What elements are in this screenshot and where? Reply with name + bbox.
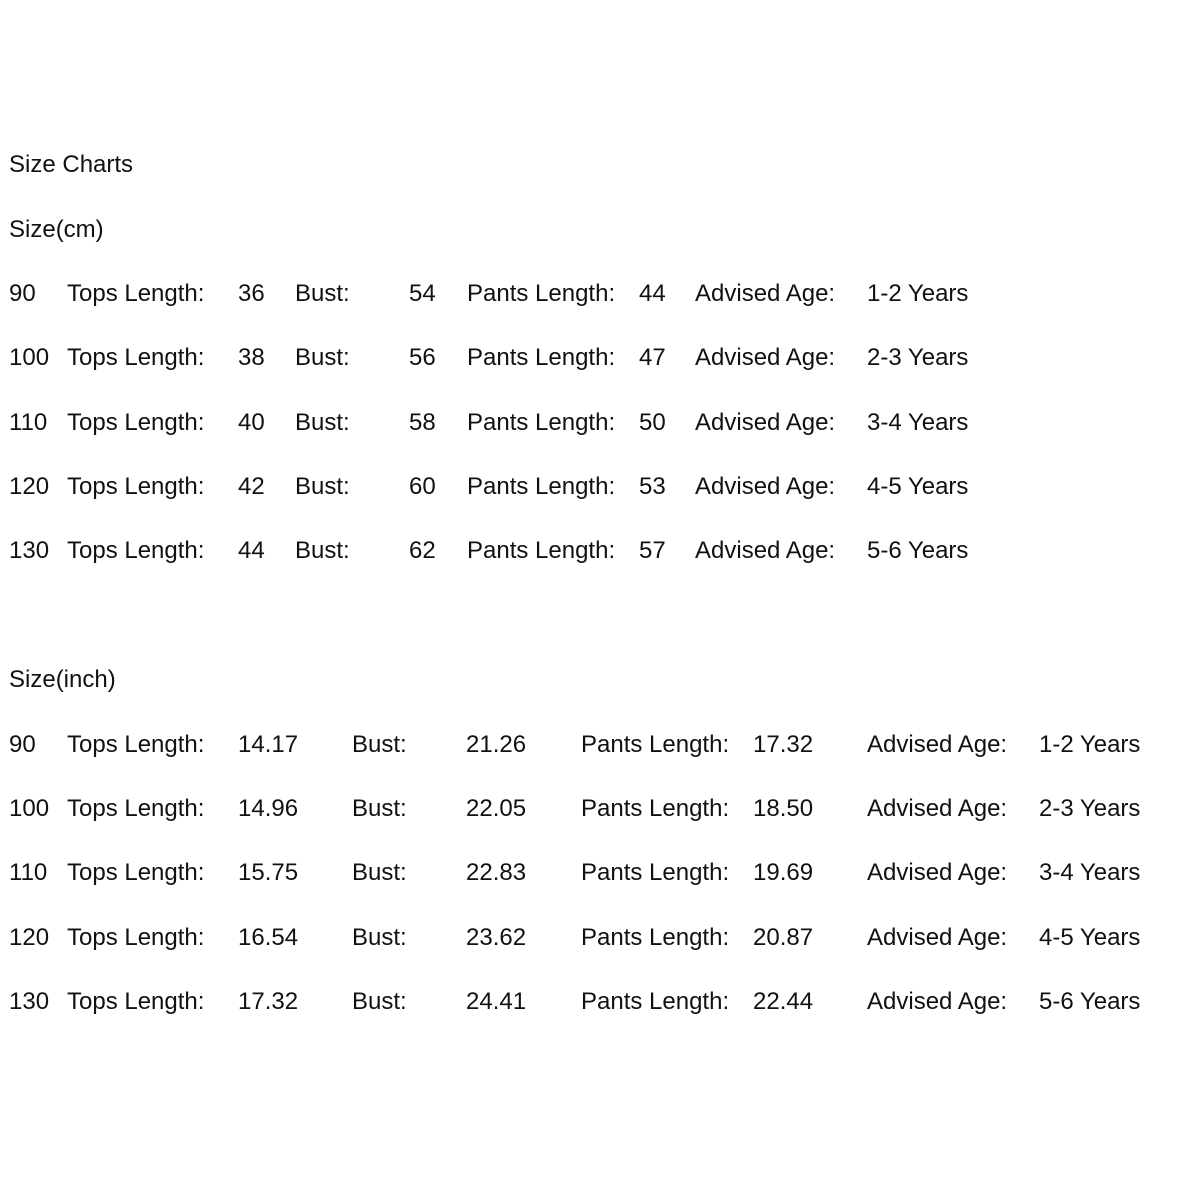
bust-label: Bust: [295, 280, 350, 307]
bust-value: 58 [409, 409, 436, 436]
size-value: 90 [9, 731, 36, 758]
table-row [0, 988, 1200, 1016]
advised-age-value: 2-3 Years [1039, 795, 1141, 822]
pants-length-value: 17.32 [753, 731, 814, 758]
advised-age-value: 4-5 Years [867, 473, 969, 500]
size-value: 120 [9, 924, 50, 951]
tops-length-value: 14.96 [238, 795, 299, 822]
table-row [0, 795, 1200, 823]
tops-length-value: 42 [238, 473, 265, 500]
bust-label: Bust: [295, 537, 350, 564]
bust-label: Bust: [295, 409, 350, 436]
bust-value: 24.41 [466, 988, 527, 1015]
pants-length-value: 19.69 [753, 859, 814, 886]
size-value: 110 [9, 409, 48, 436]
pants-length-label: Pants Length: [581, 795, 730, 822]
tops-length-label: Tops Length: [67, 988, 205, 1015]
tops-length-value: 44 [238, 537, 265, 564]
pants-length-value: 22.44 [753, 988, 814, 1015]
advised-age-value: 5-6 Years [867, 537, 969, 564]
pants-length-label: Pants Length: [581, 859, 730, 886]
tops-length-value: 40 [238, 409, 265, 436]
tops-length-value: 38 [238, 344, 265, 371]
pants-length-value: 57 [639, 537, 666, 564]
size-value: 100 [9, 344, 50, 371]
cm-table-heading: Size(cm) [9, 216, 104, 243]
advised-age-value: 5-6 Years [1039, 988, 1141, 1015]
bust-label: Bust: [295, 473, 350, 500]
tops-length-label: Tops Length: [67, 473, 205, 500]
advised-age-label: Advised Age: [695, 280, 836, 307]
pants-length-value: 50 [639, 409, 666, 436]
table-row [0, 859, 1200, 887]
bust-label: Bust: [352, 988, 407, 1015]
tops-length-label: Tops Length: [67, 537, 205, 564]
advised-age-label: Advised Age: [695, 344, 836, 371]
bust-label: Bust: [352, 731, 407, 758]
advised-age-label: Advised Age: [867, 859, 1008, 886]
advised-age-label: Advised Age: [695, 473, 836, 500]
tops-length-value: 17.32 [238, 988, 299, 1015]
tops-length-label: Tops Length: [67, 924, 205, 951]
pants-length-label: Pants Length: [467, 280, 616, 307]
advised-age-value: 3-4 Years [1039, 859, 1141, 886]
pants-length-value: 18.50 [753, 795, 814, 822]
advised-age-label: Advised Age: [867, 731, 1008, 758]
tops-length-label: Tops Length: [67, 859, 205, 886]
bust-value: 60 [409, 473, 436, 500]
bust-value: 21.26 [466, 731, 527, 758]
pants-length-label: Pants Length: [467, 344, 616, 371]
bust-value: 23.62 [466, 924, 527, 951]
table-row [0, 344, 1200, 372]
size-value: 90 [9, 280, 36, 307]
advised-age-label: Advised Age: [867, 988, 1008, 1015]
pants-length-label: Pants Length: [581, 731, 730, 758]
bust-value: 62 [409, 537, 436, 564]
table-row [0, 409, 1200, 437]
bust-value: 22.05 [466, 795, 527, 822]
table-row [0, 537, 1200, 565]
table-row [0, 924, 1200, 952]
pants-length-label: Pants Length: [467, 473, 616, 500]
size-value: 120 [9, 473, 50, 500]
pants-length-label: Pants Length: [581, 988, 730, 1015]
bust-label: Bust: [352, 859, 407, 886]
pants-length-value: 44 [639, 280, 666, 307]
advised-age-value: 3-4 Years [867, 409, 969, 436]
tops-length-label: Tops Length: [67, 409, 205, 436]
bust-label: Bust: [352, 795, 407, 822]
advised-age-label: Advised Age: [695, 409, 836, 436]
tops-length-value: 15.75 [238, 859, 299, 886]
pants-length-label: Pants Length: [581, 924, 730, 951]
size-value: 130 [9, 988, 50, 1015]
size-value: 130 [9, 537, 50, 564]
pants-length-label: Pants Length: [467, 537, 616, 564]
tops-length-value: 36 [238, 280, 265, 307]
pants-length-value: 20.87 [753, 924, 814, 951]
tops-length-label: Tops Length: [67, 731, 205, 758]
bust-label: Bust: [295, 344, 350, 371]
table-row [0, 731, 1200, 759]
bust-value: 56 [409, 344, 436, 371]
page-title: Size Charts [9, 151, 134, 178]
table-row [0, 473, 1200, 501]
tops-length-value: 16.54 [238, 924, 299, 951]
advised-age-value: 2-3 Years [867, 344, 969, 371]
size-value: 110 [9, 859, 48, 886]
pants-length-value: 53 [639, 473, 666, 500]
table-row [0, 280, 1200, 308]
inch-table-heading: Size(inch) [9, 666, 116, 693]
advised-age-value: 1-2 Years [867, 280, 969, 307]
tops-length-label: Tops Length: [67, 280, 205, 307]
pants-length-value: 47 [639, 344, 666, 371]
advised-age-label: Advised Age: [867, 924, 1008, 951]
bust-value: 54 [409, 280, 436, 307]
tops-length-label: Tops Length: [67, 795, 205, 822]
bust-label: Bust: [352, 924, 407, 951]
size-value: 100 [9, 795, 50, 822]
pants-length-label: Pants Length: [467, 409, 616, 436]
advised-age-value: 4-5 Years [1039, 924, 1141, 951]
advised-age-value: 1-2 Years [1039, 731, 1141, 758]
tops-length-value: 14.17 [238, 731, 299, 758]
tops-length-label: Tops Length: [67, 344, 205, 371]
advised-age-label: Advised Age: [695, 537, 836, 564]
advised-age-label: Advised Age: [867, 795, 1008, 822]
bust-value: 22.83 [466, 859, 527, 886]
